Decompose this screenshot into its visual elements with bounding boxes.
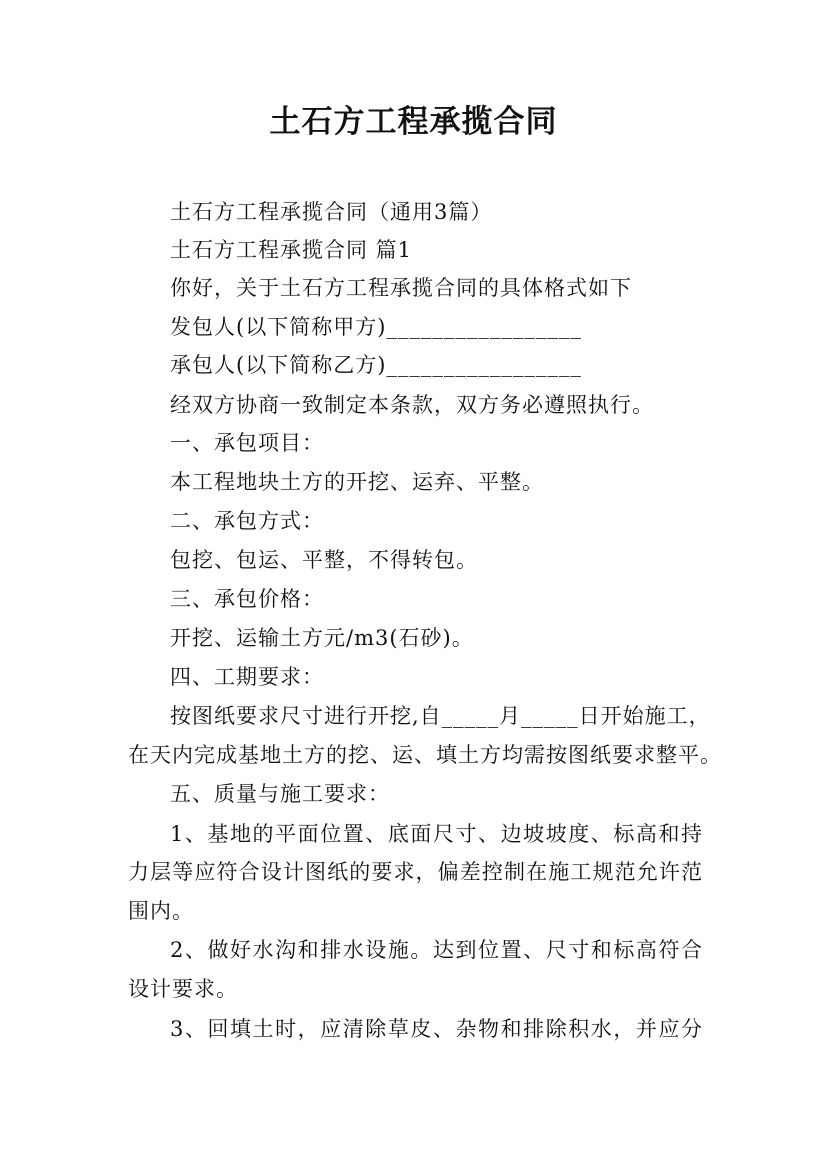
clause-heading: 一、承包项目： — [170, 431, 324, 455]
party-b-line: 承包人(以下简称乙方)_________________ — [170, 353, 582, 377]
paragraph-line: 在天内完成基地土方的挖、运、填土方均需按图纸要求整平。 — [128, 743, 722, 767]
subtitle-line: 土石方工程承揽合同（通用3篇） — [170, 200, 493, 224]
paragraph-line: 经双方协商一致制定本条款，双方务必遵照执行。 — [170, 393, 654, 417]
clause-heading: 四、工期要求： — [170, 665, 324, 689]
clause-heading: 三、承包价格： — [170, 587, 324, 611]
paragraph-line: 设计要求。 — [128, 977, 238, 1001]
party-a-line: 发包人(以下简称甲方)_________________ — [170, 315, 582, 339]
paragraph-line: 按图纸要求尺寸进行开挖,自_____月_____日开始施工， — [170, 704, 711, 728]
paragraph-line: 2、做好水沟和排水设施。达到位置、尺寸和标高符合 — [170, 938, 703, 962]
clause-heading: 二、承包方式： — [170, 509, 324, 533]
paragraph-line: 本工程地块土方的开挖、运弃、平整。 — [170, 470, 544, 494]
clause-heading: 五、质量与施工要求： — [170, 782, 390, 806]
paragraph-line: 围内。 — [128, 899, 194, 923]
document-title: 土石方工程承揽合同 — [269, 104, 558, 140]
section-heading: 土石方工程承揽合同 篇1 — [170, 238, 413, 262]
paragraph-line: 1、基地的平面位置、底面尺寸、边坡坡度、标高和持 — [170, 822, 703, 846]
paragraph-line: 包挖、包运、平整，不得转包。 — [170, 548, 478, 572]
paragraph-line: 你好，关于土石方工程承揽合同的具体格式如下 — [170, 276, 632, 300]
paragraph-line: 3、回填土时，应清除草皮、杂物和排除积水，并应分 — [170, 1017, 703, 1041]
paragraph-line: 开挖、运输土方元/m3(石砂)。 — [170, 626, 474, 650]
paragraph-line: 力层等应符合设计图纸的要求，偏差控制在施工规范允许范 — [128, 860, 703, 884]
